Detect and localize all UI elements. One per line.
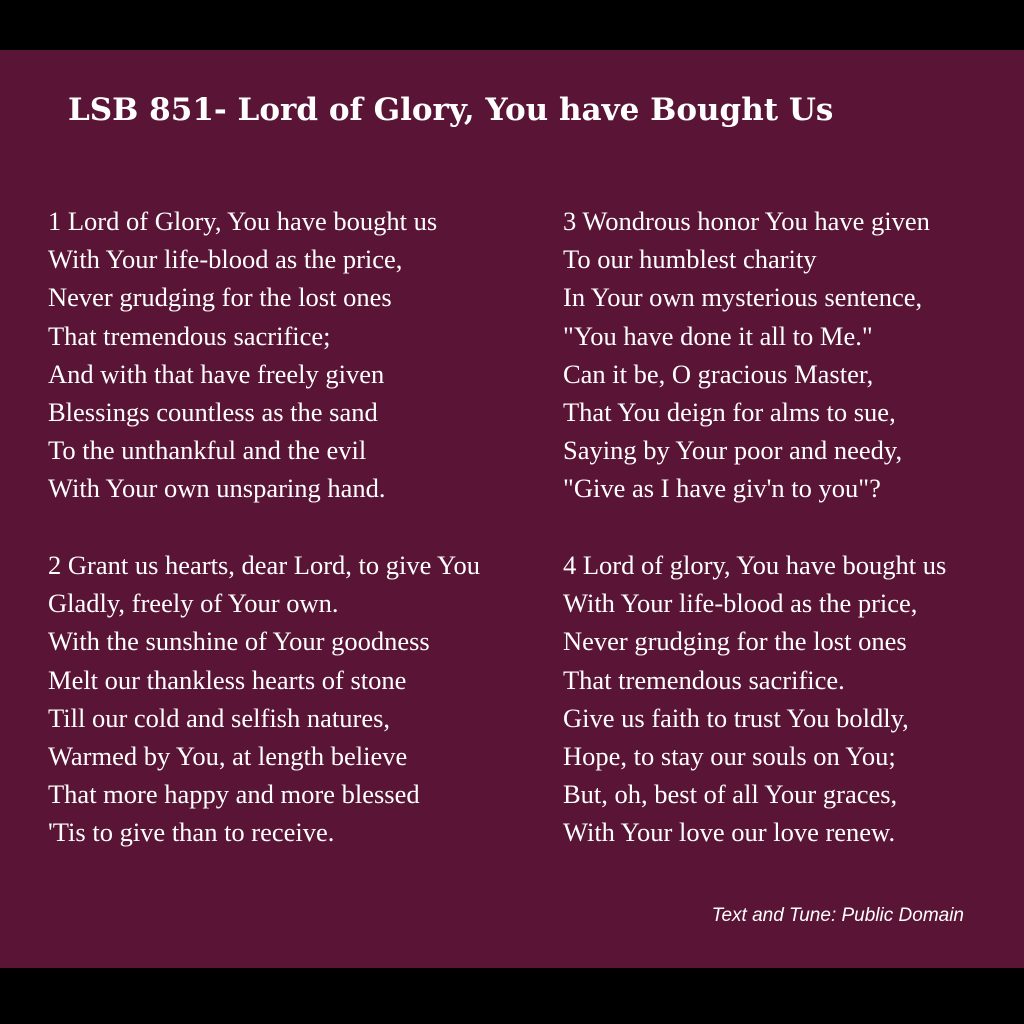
hymn-slide: [0, 50, 1024, 968]
verse-line: "You have done it all to Me.": [563, 320, 873, 351]
verse-line: Melt our thankless hearts of stone: [48, 664, 407, 695]
verse-line: With Your love our love renew.: [563, 817, 896, 848]
verse-line: With Your life-blood as the price,: [563, 588, 918, 619]
verse-line: Blessings countless as the sand: [48, 396, 378, 427]
verse-line: Warmed by You, at length believe: [48, 740, 408, 771]
verse-1: [48, 202, 437, 508]
verse-line: And with that have freely given: [48, 358, 385, 389]
verse-line: That tremendous sacrifice;: [48, 320, 331, 351]
verse-4: [563, 546, 946, 852]
copyright-credit: Text and Tune: Public Domain: [711, 905, 964, 926]
verse-line: With the sunshine of Your goodness: [48, 626, 430, 657]
verse-line: But, oh, best of all Your graces,: [563, 779, 898, 810]
verse-line: That more happy and more blessed: [48, 779, 420, 810]
verse-line: "Give as I have giv'n to you"?: [563, 473, 881, 504]
verse-2: [48, 546, 480, 852]
verse-line: Saying by Your poor and needy,: [563, 435, 903, 466]
verse-line: 1 Lord of Glory, You have bought us: [48, 206, 438, 236]
verse-3: [563, 202, 930, 508]
verse-line: 3 Wondrous honor You have given: [563, 206, 930, 236]
verse-line: That tremendous sacrifice.: [563, 664, 845, 695]
verse-line: That You deign for alms to sue,: [563, 396, 896, 427]
verse-line: To our humblest charity: [563, 244, 817, 275]
verse-line: 4 Lord of glory, You have bought us: [563, 550, 947, 580]
verse-line: Never grudging for the lost ones: [48, 282, 392, 313]
verse-line: Give us faith to trust You boldly,: [563, 702, 909, 733]
verse-line: Never grudging for the lost ones: [563, 626, 907, 657]
verse-line: Hope, to stay our souls on You;: [563, 740, 896, 771]
verse-line: Till our cold and selfish natures,: [48, 702, 391, 733]
verse-line: In Your own mysterious sentence,: [563, 282, 923, 313]
verse-line: With Your own unsparing hand.: [48, 473, 386, 504]
verse-line: 2 Grant us hearts, dear Lord, to give You: [48, 550, 481, 580]
hymn-title: LSB 851- Lord of Glory, You have Bought Us: [68, 92, 834, 128]
verse-line: With Your life-blood as the price,: [48, 244, 403, 275]
verse-line: To the unthankful and the evil: [48, 435, 367, 466]
verse-line: 'Tis to give than to receive.: [48, 817, 335, 848]
verse-line: Gladly, freely of Your own.: [48, 588, 339, 619]
verse-line: Can it be, O gracious Master,: [563, 358, 874, 389]
